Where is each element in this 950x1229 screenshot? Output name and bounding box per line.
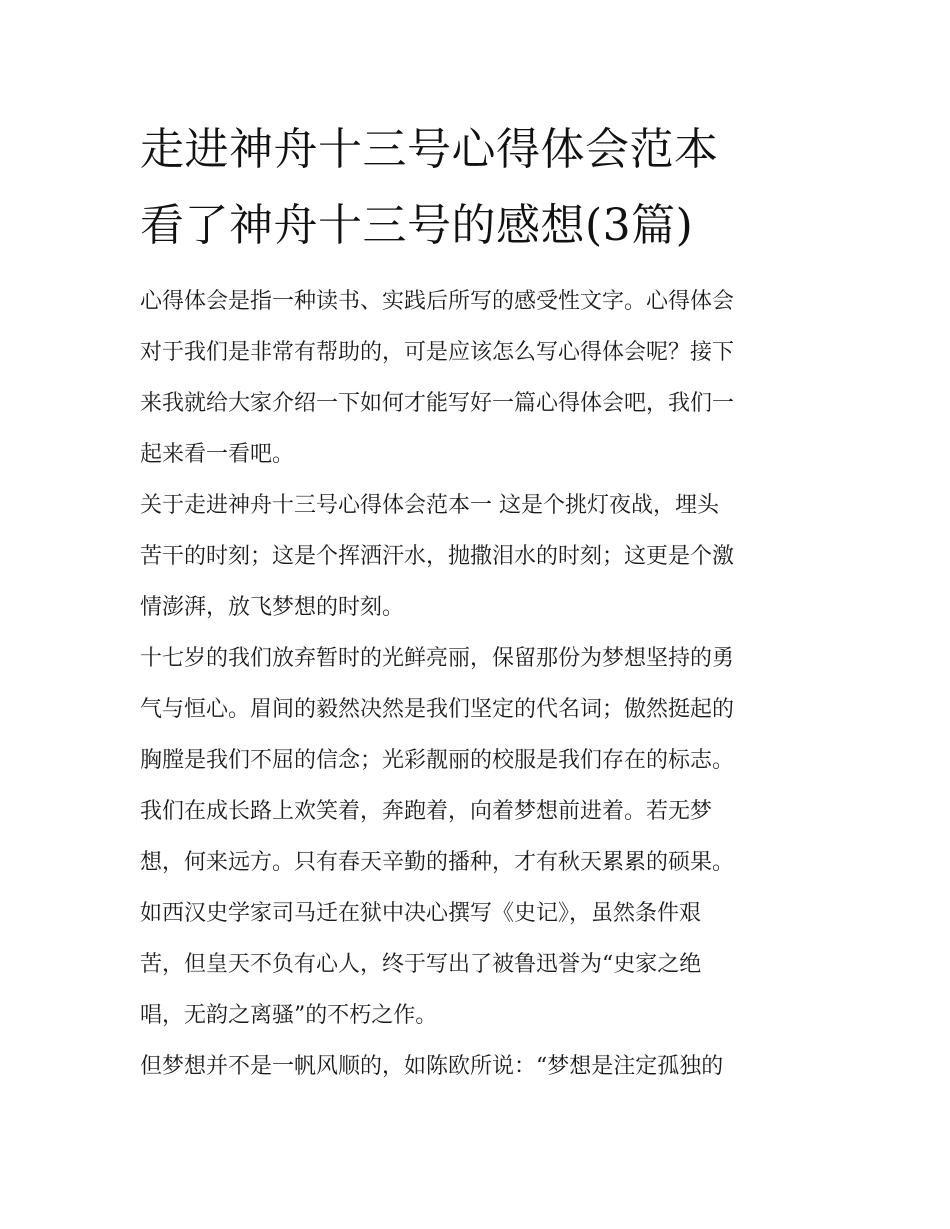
text-line: 我们在成长路上欢笑着，奔跑着，向着梦想前进着。若无梦 <box>140 799 713 824</box>
text-line: 来我就给大家介绍一下如何才能写好一篇心得体会吧，我们一 <box>140 391 735 416</box>
text-line: 苦，但皇天不负有心人，终于写出了被鲁迅誉为“史家之绝 <box>140 952 702 977</box>
text-line: 十七岁的我们放弃暂时的光鲜亮丽，保留那份为梦想坚持的勇 <box>140 646 735 671</box>
text-line: 气与恒心。眉间的毅然决然是我们坚定的代名词；傲然挺起的 <box>140 697 735 722</box>
paragraph-chen-ou <box>140 1041 830 1092</box>
text-line: 但梦想并不是一帆风顺的，如陈欧所说：“梦想是注定孤独的 <box>140 1054 724 1079</box>
paragraph-dream <box>140 633 830 1041</box>
paragraph-intro <box>140 276 830 480</box>
text-line: 关于走进神舟十三号心得体会范本一 这是个挑灯夜战，埋头 <box>140 493 719 518</box>
title-line-1: 走进神舟十三号心得体会范本 <box>140 124 719 175</box>
text-line: 情澎湃，放飞梦想的时刻。 <box>140 595 405 620</box>
text-line: 对于我们是非常有帮助的，可是应该怎么写心得体会呢？接下 <box>140 340 735 365</box>
title-line-2: 看了神舟十三号的感想(3篇) <box>140 200 694 251</box>
text-line: 唱，无韵之离骚”的不朽之作。 <box>140 1003 438 1028</box>
text-line: 苦干的时刻；这是个挥洒汗水，抛撒泪水的时刻；这更是个激 <box>140 544 735 569</box>
document-body <box>140 276 830 1092</box>
text-line: 如西汉史学家司马迁在狱中决心撰写《史记》，虽然条件艰 <box>140 901 702 926</box>
text-line: 心得体会是指一种读书、实践后所写的感受性文字。心得体会 <box>140 289 735 314</box>
paragraph-section-one <box>140 480 830 633</box>
text-line: 起来看一看吧。 <box>140 442 295 467</box>
document-title <box>140 112 840 264</box>
text-line: 想，何来远方。只有春天辛勤的播种，才有秋天累累的硕果。 <box>140 850 735 875</box>
text-line: 胸膛是我们不屈的信念；光彩靓丽的校服是我们存在的标志。 <box>140 748 735 773</box>
